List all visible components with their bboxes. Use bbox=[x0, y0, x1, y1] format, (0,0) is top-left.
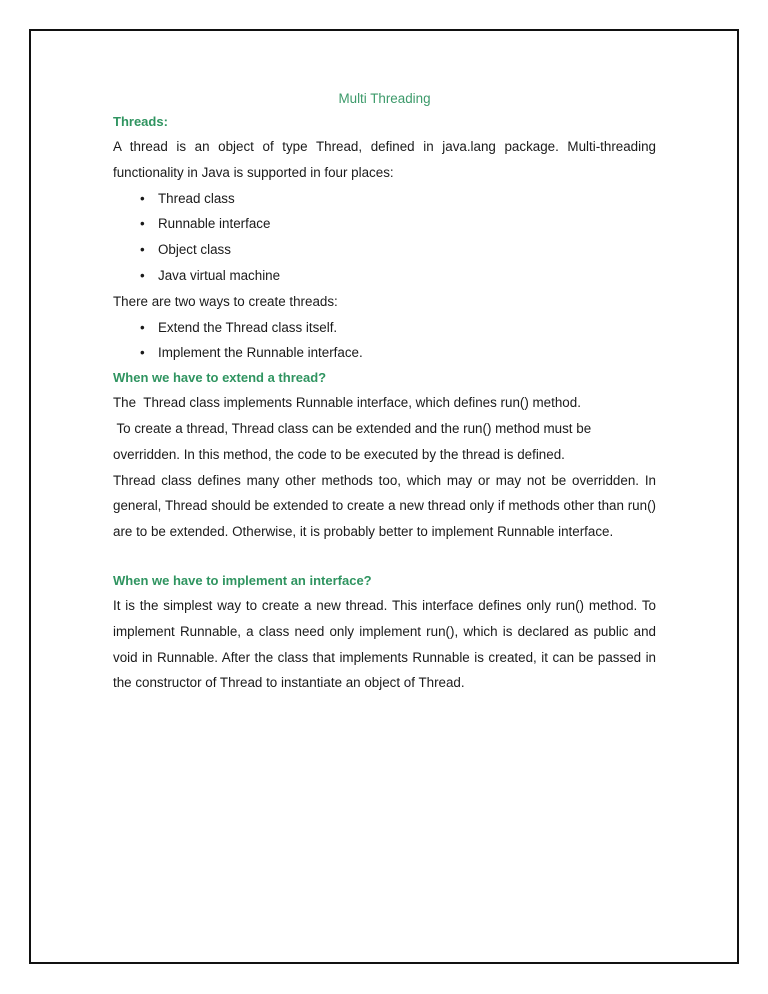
threads-heading: Threads: bbox=[113, 114, 168, 129]
extend-line-3: overridden. In this method, the code to be executed by the thread is defined. bbox=[113, 446, 565, 462]
ways-list bbox=[113, 315, 656, 367]
bullet-icon: • bbox=[140, 190, 145, 206]
list-item-label: Runnable interface bbox=[158, 216, 271, 232]
extend-line-2: To create a thread, Thread class can be extended and the run() method must be bbox=[113, 420, 592, 436]
list-item bbox=[113, 186, 656, 212]
extend-paragraph: Thread class defines many other methods too, which may or may not be overridden. In general, Thread should be extended to create a new thread only if methods other than run() are to be extended. Otherwise, it is probably better to implement Runnable interface. bbox=[113, 472, 656, 540]
extend-heading: When we have to extend a thread? bbox=[113, 370, 327, 386]
list-item bbox=[113, 263, 656, 289]
list-item bbox=[113, 211, 656, 237]
list-item bbox=[113, 340, 656, 366]
document-body bbox=[113, 88, 656, 696]
bullet-icon: • bbox=[140, 216, 145, 232]
paragraph-spacer bbox=[113, 545, 656, 569]
bullet-icon: • bbox=[140, 319, 145, 335]
threads-paragraph: A thread is an object of type Thread, defined in java.lang package. Multi-threading functionality in Java is supported in four places: bbox=[113, 139, 656, 180]
implement-paragraph: It is the simplest way to create a new thread. This interface defines only run() method. To implement Runnable, a class need only implement run(), which is declared as public and void in Runnable. After the class that implements Runnable is created, it can be passed in the constructor of Thread to instantiate an object of Thread. bbox=[113, 597, 656, 691]
implement-heading: When we have to implement an interface? bbox=[113, 572, 372, 588]
list-item-label: Extend the Thread class itself. bbox=[158, 319, 338, 335]
bullet-icon: • bbox=[140, 345, 145, 361]
places-list bbox=[113, 186, 656, 289]
extend-line-1: The Thread class implements Runnable interface, which defines run() method. bbox=[113, 395, 581, 411]
bullet-icon: • bbox=[140, 267, 145, 283]
list-item bbox=[113, 237, 656, 263]
list-item-label: Implement the Runnable interface. bbox=[158, 345, 363, 361]
ways-intro: There are two ways to create threads: bbox=[113, 293, 338, 309]
list-item-label: Thread class bbox=[158, 190, 235, 206]
list-item-label: Object class bbox=[158, 242, 231, 258]
list-item-label: Java virtual machine bbox=[158, 267, 281, 283]
list-item bbox=[113, 315, 656, 341]
document-title: Multi Threading bbox=[338, 91, 431, 106]
bullet-icon: • bbox=[140, 242, 145, 258]
